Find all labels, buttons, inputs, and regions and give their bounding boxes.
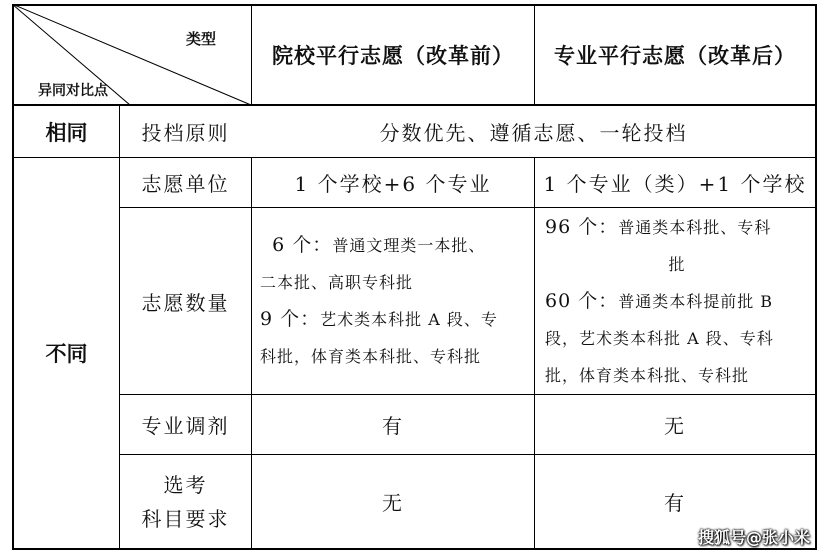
count-old-line2: 二本批、高职专科批 <box>260 273 414 292</box>
count-old-line1: 6 个：普通文理类一本批、 <box>272 234 486 256</box>
subject-new: 有 <box>664 491 686 515</box>
header-compare-label: 异同对比点 <box>38 83 108 99</box>
subject-label-line2: 科目要求 <box>141 506 230 531</box>
count-new <box>535 208 815 394</box>
count-new-line3: 60 个：普通类本科提前批 B <box>545 289 774 312</box>
header-col-new: 专业平行志愿（改革后） <box>554 44 796 68</box>
count-new-line1: 96 个：普通类本科批、专科 <box>545 215 772 238</box>
border-right <box>815 4 817 550</box>
adjust-new: 无 <box>664 414 686 438</box>
count-old <box>252 208 534 394</box>
group-same: 相同 <box>45 120 88 145</box>
adjust-old: 有 <box>382 414 404 438</box>
border-bottom <box>12 548 817 550</box>
count-new-line2: 批 <box>668 254 686 274</box>
count-old-line3: 9 个：艺术类本科批 A 段、专 <box>260 308 498 330</box>
unit-label: 志愿单位 <box>141 172 230 196</box>
watermark: 搜狐号@张小米 <box>697 528 810 547</box>
header-col-old: 院校平行志愿（改革前） <box>272 44 514 68</box>
adjust-label: 专业调剂 <box>141 414 230 438</box>
count-new-line4: 段，艺术类本科批 A 段、专科 <box>545 328 774 348</box>
header-type-label: 类型 <box>186 30 217 48</box>
subject-label-line1: 选考 <box>163 472 208 497</box>
count-label: 志愿数量 <box>141 290 230 315</box>
rule-label: 投档原则 <box>141 121 230 145</box>
unit-new: 1 个专业（类）+1 个学校 <box>543 172 807 196</box>
unit-old: 1 个学校+6 个专业 <box>294 172 492 196</box>
count-old-line4: 科批，体育类本科批、专科批 <box>260 347 482 366</box>
group-diff: 不同 <box>45 342 88 366</box>
rule-value: 分数优先、遵循志愿、一轮投档 <box>379 121 688 145</box>
subject-label <box>120 455 251 548</box>
count-new-line5: 批，体育类本科批、专科批 <box>545 365 750 385</box>
subject-old: 无 <box>382 491 404 515</box>
